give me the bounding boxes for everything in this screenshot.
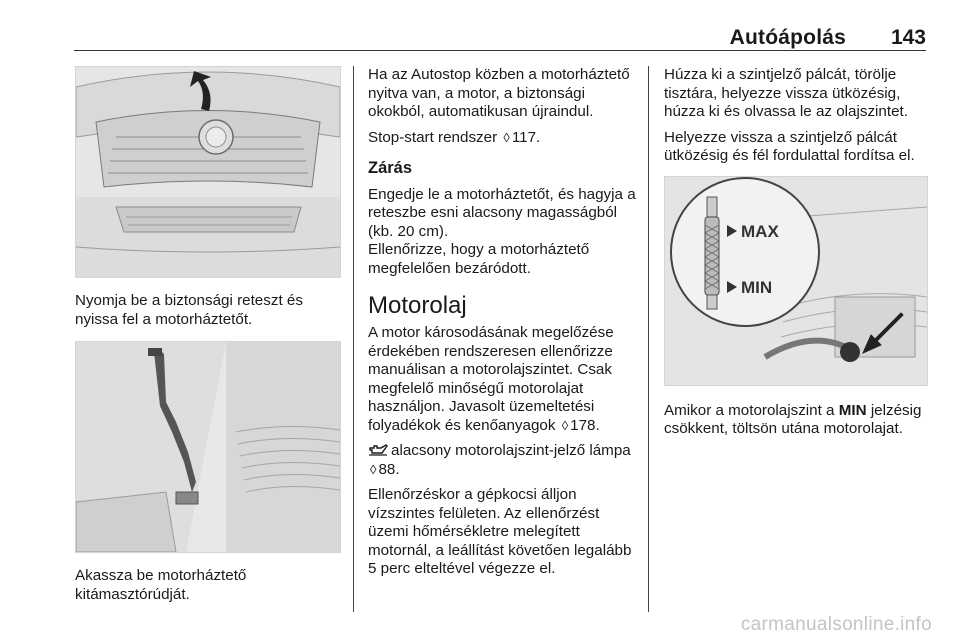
reference-link[interactable]: 178. xyxy=(570,416,600,434)
paragraph-min-refill xyxy=(664,402,929,439)
figure-hood-release xyxy=(75,66,341,278)
page-ref-symbol: ◊ xyxy=(561,417,569,433)
oil-can-icon xyxy=(368,443,388,456)
paragraph-oil-conditions: Ellenőrzéskor a gépkocsi álljon vízszintes felületen. Az ellenőrzést üzemi hőmérsékletre melegített motornál, a leállítást követően legalább 5 perc elteltével végezze el. xyxy=(368,486,632,577)
column-2 xyxy=(368,66,636,586)
paragraph-text: jelzésig csökkent, töltsön utána motorolajat. xyxy=(664,401,922,437)
reference-text: Stop-start rendszer xyxy=(368,128,498,146)
caption-hood-release: Nyomja be a biztonsági reteszt és nyissa fel a motorháztetőt. xyxy=(75,292,303,328)
heading-closing: Zárás xyxy=(368,159,413,177)
column-3 xyxy=(664,66,929,446)
paragraph-closing-1: Engedje le a motorháztetőt, és hagyja a reteszbe esni alacsony magasságból (kb. 20 cm). xyxy=(368,185,636,240)
column-divider xyxy=(353,66,354,612)
watermark: carmanualsonline.info xyxy=(740,614,932,635)
reference-link[interactable]: 117. xyxy=(511,128,541,146)
dipstick-min-label: MIN xyxy=(741,277,773,297)
paragraph-stopstart-ref xyxy=(368,129,636,148)
paragraph-closing-2: Ellenőrizze, hogy a motorháztető megfelelően bezáródott. xyxy=(368,241,590,277)
page-ref-symbol: ◊ xyxy=(370,461,377,477)
page-number: 143 xyxy=(890,26,926,49)
column-divider xyxy=(648,66,649,612)
reference-link[interactable]: 88. xyxy=(378,460,400,478)
paragraph-dipstick-2: Helyezze vissza a szintjelző pálcát ütközésig és fél fordulattal fordítsa el. xyxy=(664,128,915,164)
page-ref-symbol: ◊ xyxy=(503,129,510,145)
paragraph-oil-check xyxy=(368,324,636,435)
page-title: Autóápolás xyxy=(729,26,846,49)
min-marker-text: MIN xyxy=(838,401,867,419)
paragraph-text: A motor károsodásának megelőzése érdekében rendszeresen ellenőrizze manuálisan a motorolajszintet. Csak megfelelő minőségű motorolajat használjon. Javasolt üzemeltetési folyadékok és kenőanyagok xyxy=(368,324,614,434)
dipstick-max-label: MAX xyxy=(741,221,779,241)
figure-hood-prop-rod xyxy=(75,341,341,553)
column-1 xyxy=(75,66,340,604)
page-header xyxy=(74,22,926,51)
paragraph-text: alacsony motorolajszint-jelző lámpa xyxy=(391,442,631,459)
paragraph-autostop: Ha az Autostop közben a motorháztető nyitva van, a motor, a biztonsági okokból, automatikusan újraindul. xyxy=(368,66,630,120)
heading-engine-oil: Motorolaj xyxy=(368,292,467,319)
figure-dipstick xyxy=(664,176,928,386)
caption-hood-prop-rod: Akassza be motorháztető kitámasztórúdját. xyxy=(75,567,247,603)
paragraph-oil-lamp xyxy=(368,442,636,479)
paragraph-text: Amikor a motorolajszint a xyxy=(664,401,835,419)
paragraph-dipstick-1: Húzza ki a szintjelző pálcát, törölje tisztára, helyezze vissza ütközésig, húzza ki és olvassa le az olajszintet. xyxy=(664,66,908,120)
